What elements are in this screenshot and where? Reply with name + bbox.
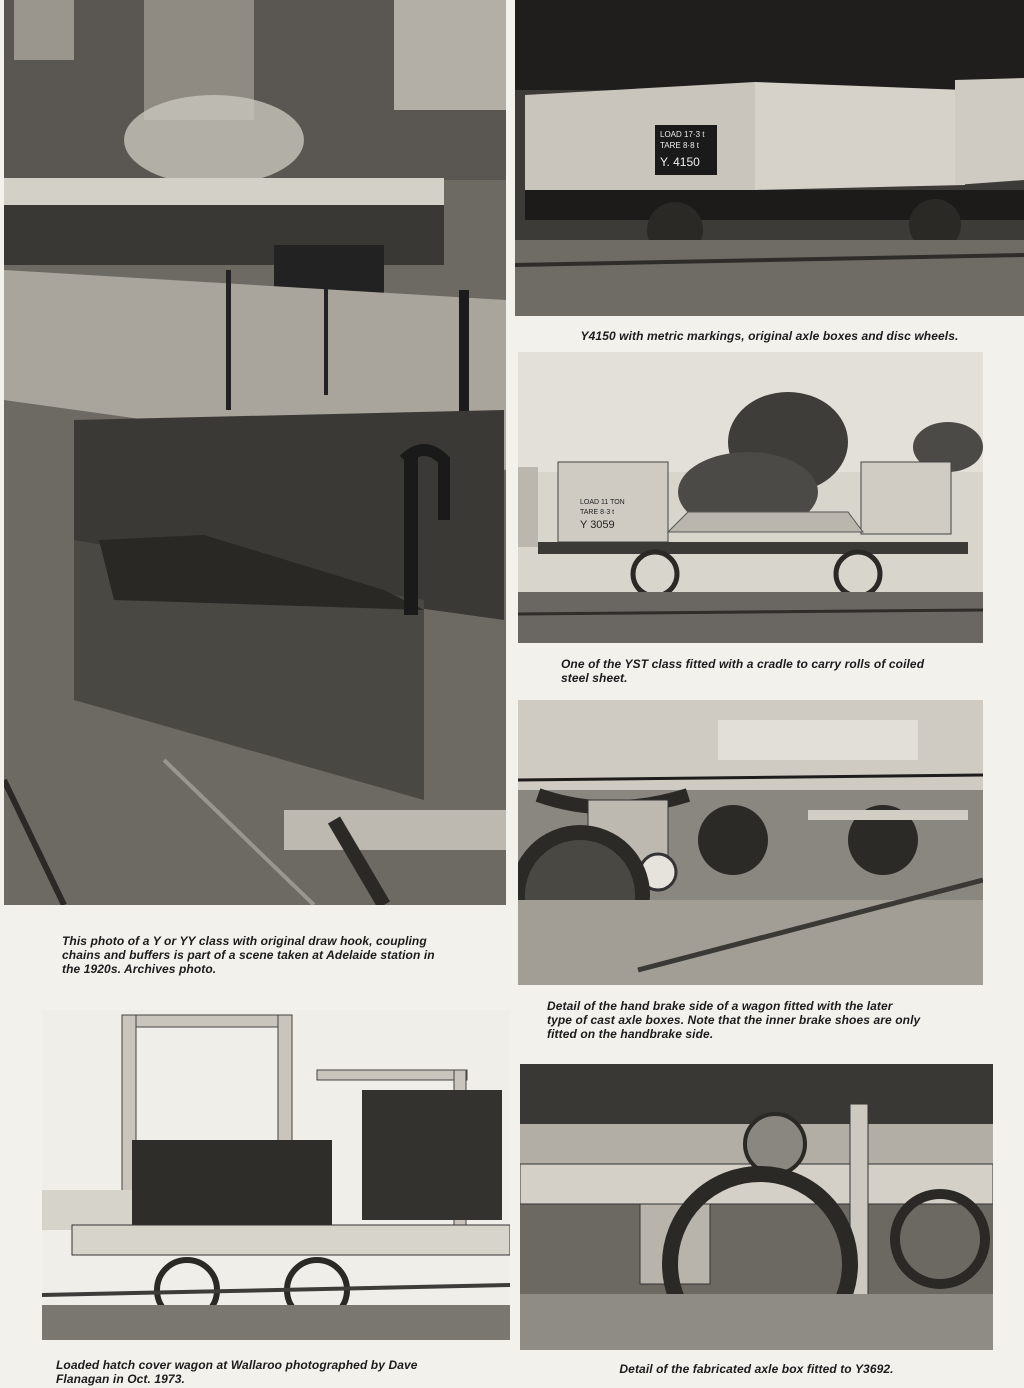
caption-y4150: Y4150 with metric markings, original axle boxes and disc wheels. (580, 329, 959, 343)
y3059-tare-text: TARE 8·3 t (580, 509, 615, 516)
caption-yst-class: One of the YST class fitted with a cradle to carry rolls of coiled steel sheet. (561, 657, 925, 685)
caption-wallaroo: Loaded hatch cover wagon at Wallaroo photographed by Dave Flanagan in Oct. 1973. (56, 1358, 418, 1386)
y3059-load-text: LOAD 11 TON (580, 499, 625, 506)
caption-hand-brake: Detail of the hand brake side of a wagon fitted with the later type of cast axle boxes. Note that the inner brake shoes are only fitted on the handbrake side. (547, 999, 921, 1041)
y4150-load-text: LOAD 17·3 t (660, 130, 705, 139)
photo-adelaide-station (4, 0, 506, 905)
y4150-number-text: Y. 4150 (660, 155, 700, 169)
photo-hand-brake (518, 700, 983, 985)
photo-y4150 (515, 0, 1024, 316)
photo-wallaroo (42, 1010, 510, 1340)
photo-yst-class (518, 352, 983, 643)
caption-y3692: Detail of the fabricated axle box fitted to Y3692. (619, 1362, 894, 1376)
y4150-tare-text: TARE 8·8 t (660, 141, 699, 150)
caption-adelaide-station: This photo of a Y or YY class with original draw hook, coupling chains and buffers is part of a scene taken at Adelaide station in the 1920s. Archives photo. (62, 934, 435, 976)
photo-y3692 (520, 1064, 993, 1350)
y3059-number-text: Y 3059 (580, 519, 615, 531)
